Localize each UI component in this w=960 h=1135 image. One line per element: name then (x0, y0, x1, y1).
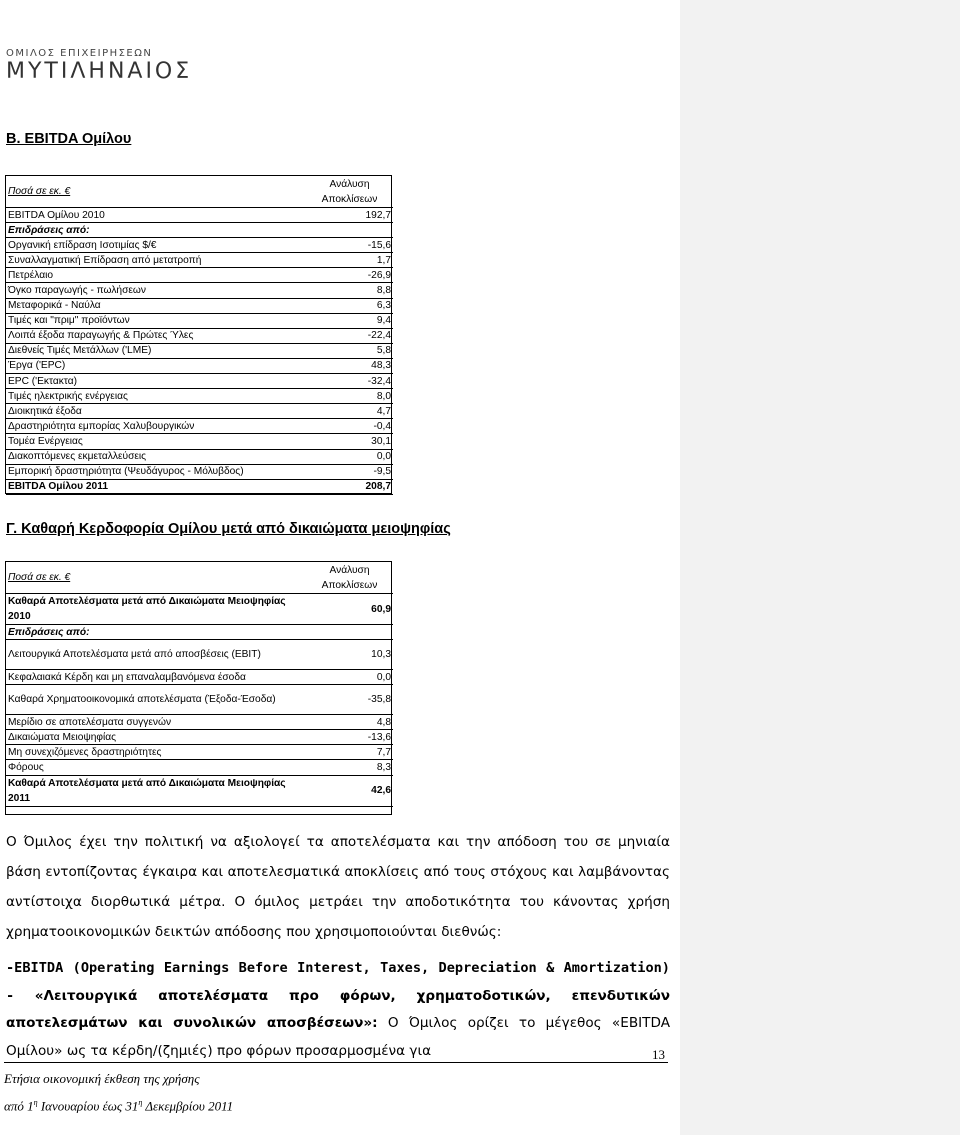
table-row (6, 419, 393, 434)
row-value: 8,3 (306, 760, 393, 775)
col-header-1: Ανάλυση (329, 564, 370, 576)
table-row (6, 685, 393, 715)
row-value: -13,6 (306, 730, 393, 745)
row-label: EBITDA Ομίλου 2010 (6, 208, 306, 223)
table-row (6, 464, 393, 479)
row-value: 0,0 (306, 449, 393, 464)
table-row (6, 715, 393, 730)
logo-group-text: ΟΜΙΛΟΣ ΕΠΙΧΕΙΡΗΣΕΩΝ (6, 48, 153, 59)
unit-label: Ποσά σε εκ. € (8, 186, 71, 197)
table-row (6, 745, 393, 760)
unit-label: Ποσά σε εκ. € (8, 572, 71, 583)
col-header-2: Αποκλίσεων (321, 579, 378, 591)
table-row (6, 479, 393, 494)
row-value: 8,0 (306, 389, 393, 404)
row-label: Διεθνείς Τιμές Μετάλλων ('LME) (6, 343, 306, 358)
row-label: Όγκο παραγωγής - πωλήσεων (6, 283, 306, 298)
logo-name: ΜΥΤΙΛΗΝΑΙΟΣ (6, 59, 193, 84)
table-row (6, 358, 393, 373)
row-value: 192,7 (306, 208, 393, 223)
row-label: Δικαιώματα Μειοψηφίας (6, 730, 306, 745)
ebitda-greek-definition: «Λειτουργικά αποτελέσματα προ φόρων, χρηματοδοτικών, επενδυτικών αποτελεσμάτων και συνολικών αποσβέσεων»: (6, 987, 670, 1031)
row-value: -0,4 (306, 419, 393, 434)
footer-line-1: Ετήσια οικονομική έκθεση της χρήσης (4, 1071, 200, 1086)
row-value: 0,0 (306, 670, 393, 685)
table-row (6, 670, 393, 685)
row-label: Συναλλαγματική Επίδραση από μετατροπή (6, 253, 306, 268)
row-label: Εμπορική δραστηριότητα (Ψευδάγυρος - Μόλυβδος) (6, 464, 306, 479)
ebitda-table (6, 176, 393, 495)
table-row (6, 594, 393, 625)
row-label: EBITDA Ομίλου 2011 (6, 479, 306, 494)
row-label: Μερίδιο σε αποτελέσματα συγγενών (6, 715, 306, 730)
row-value: 1,7 (306, 253, 393, 268)
row-label: Λειτουργικά Αποτελέσματα μετά από αποσβέσεις (EBIT) (6, 640, 306, 670)
company-logo (6, 48, 192, 84)
table-row (6, 625, 393, 640)
row-value: -26,9 (306, 268, 393, 283)
row-value: -15,6 (306, 238, 393, 253)
table-row (6, 343, 393, 358)
row-label: Καθαρά Αποτελέσματα μετά από Δικαιώματα Μειοψηφίας 2010 (6, 594, 306, 625)
row-label: Πετρέλαιο (6, 268, 306, 283)
row-value: 208,7 (306, 479, 393, 494)
row-label: Τιμές ηλεκτρικής ενέργειας (6, 389, 306, 404)
table-row (6, 449, 393, 464)
table-header (6, 562, 393, 594)
col-header-2: Αποκλίσεων (321, 193, 378, 205)
table-row (6, 760, 393, 775)
row-value: 6,3 (306, 298, 393, 313)
ebitda-definition-paragraph (6, 955, 670, 1065)
footer (4, 1067, 233, 1118)
row-value: 30,1 (306, 434, 393, 449)
row-value: 10,3 (306, 640, 393, 670)
row-value: 4,8 (306, 715, 393, 730)
row-label: Οργανική επίδραση Ισοτιμίας $/€ (6, 238, 306, 253)
row-label: Έργα ('EPC) (6, 358, 306, 373)
table-row (6, 374, 393, 389)
table-row (6, 298, 393, 313)
paragraph-text: Ο Όμιλος έχει την πολιτική να αξιολογεί τα αποτελέσματα και την απόδοση του σε μηνιαία βάση εντοπίζοντας έγκαιρα και αποτελεσματικά αποκλίσεις από τους στόχους και λαμβάνοντας αντίστοιχα διορθωτικά μέτρα. Ο όμιλος μετράει την αποδοτικότητα του κάνοντας χρήση χρηματοοικονομικών δεικτών απόδοσης που χρησιμοποιούνται διεθνώς: (6, 834, 670, 940)
table-header (6, 176, 393, 208)
row-label: Διοικητικά έξοδα (6, 404, 306, 419)
row-value: 7,7 (306, 745, 393, 760)
side-panel (680, 0, 960, 1135)
row-label: Μεταφορικά - Ναύλα (6, 298, 306, 313)
table-row (6, 268, 393, 283)
row-value: 60,9 (306, 594, 393, 625)
row-value: 4,7 (306, 404, 393, 419)
row-label: Επιδράσεις από: (6, 625, 306, 640)
ebitda-definition-text: Ο Όμιλος ορίζει το μέγεθος «EBITDA Ομίλου» ως τα κέρδη/(ζημιές) προ φόρων προσαρμοσμένα για (6, 1015, 670, 1059)
table-row (6, 313, 393, 328)
row-label: Καθαρά Αποτελέσματα μετά από Δικαιώματα Μειοψηφίας 2011 (6, 775, 306, 806)
row-value: -32,4 (306, 374, 393, 389)
section-b-title: Β. EBITDA Ομίλου (6, 131, 132, 147)
footer-line-2: από $1^\eta$ Ιανουαρίου έως $31^\eta$ Δεκεμβρίου 2011 (4, 1098, 234, 1114)
ebitda-term: -EBITDA (Operating Earnings Before Interest, Taxes, Depreciation & Amortization) - (6, 960, 670, 1004)
row-label: Φόρους (6, 760, 306, 775)
table-row (6, 208, 393, 223)
row-label: Δραστηριότητα εμπορίας Χαλυβουργικών (6, 419, 306, 434)
table-row (6, 434, 393, 449)
table-row (6, 730, 393, 745)
row-label: Μη συνεχιζόμενες δραστηριότητες (6, 745, 306, 760)
row-value (306, 223, 393, 238)
row-value: -35,8 (306, 685, 393, 715)
row-value: -9,5 (306, 464, 393, 479)
row-label: Τομέα Ενέργειας (6, 434, 306, 449)
net-profit-table (6, 562, 393, 807)
row-value: -22,4 (306, 328, 393, 343)
row-label: Λοιπά έξοδα παραγωγής & Πρώτες Ύλες (6, 328, 306, 343)
table-row (6, 223, 393, 238)
row-value: 48,3 (306, 358, 393, 373)
row-value (306, 625, 393, 640)
table-row (6, 404, 393, 419)
col-header-1: Ανάλυση (329, 178, 370, 190)
row-label: EPC ('Εκτακτα) (6, 374, 306, 389)
table-row (6, 775, 393, 806)
table-row (6, 640, 393, 670)
row-label: Καθαρά Χρηματοοικονομικά αποτελέσματα (Έξοδα-Έσοδα) (6, 685, 306, 715)
row-label: Κεφαλαιακά Κέρδη και μη επαναλαμβανόμενα έσοδα (6, 670, 306, 685)
row-label: Διακοπτόμενες εκμεταλλεύσεις (6, 449, 306, 464)
table-row (6, 328, 393, 343)
section-c-title: Γ. Καθαρή Κερδοφορία Ομίλου μετά από δικαιώματα μειοψηφίας (6, 521, 451, 537)
row-value: 9,4 (306, 313, 393, 328)
page-number: 13 (652, 1047, 665, 1062)
row-value: 8,8 (306, 283, 393, 298)
table-row (6, 253, 393, 268)
row-label: Τιμές και "πριμ" προϊόντων (6, 313, 306, 328)
row-label: Επιδράσεις από: (6, 223, 306, 238)
row-value: 42,6 (306, 775, 393, 806)
row-value: 5,8 (306, 343, 393, 358)
table-row (6, 283, 393, 298)
table-row (6, 238, 393, 253)
table-row (6, 389, 393, 404)
footer-divider (4, 1062, 668, 1063)
policy-paragraph (6, 827, 670, 947)
